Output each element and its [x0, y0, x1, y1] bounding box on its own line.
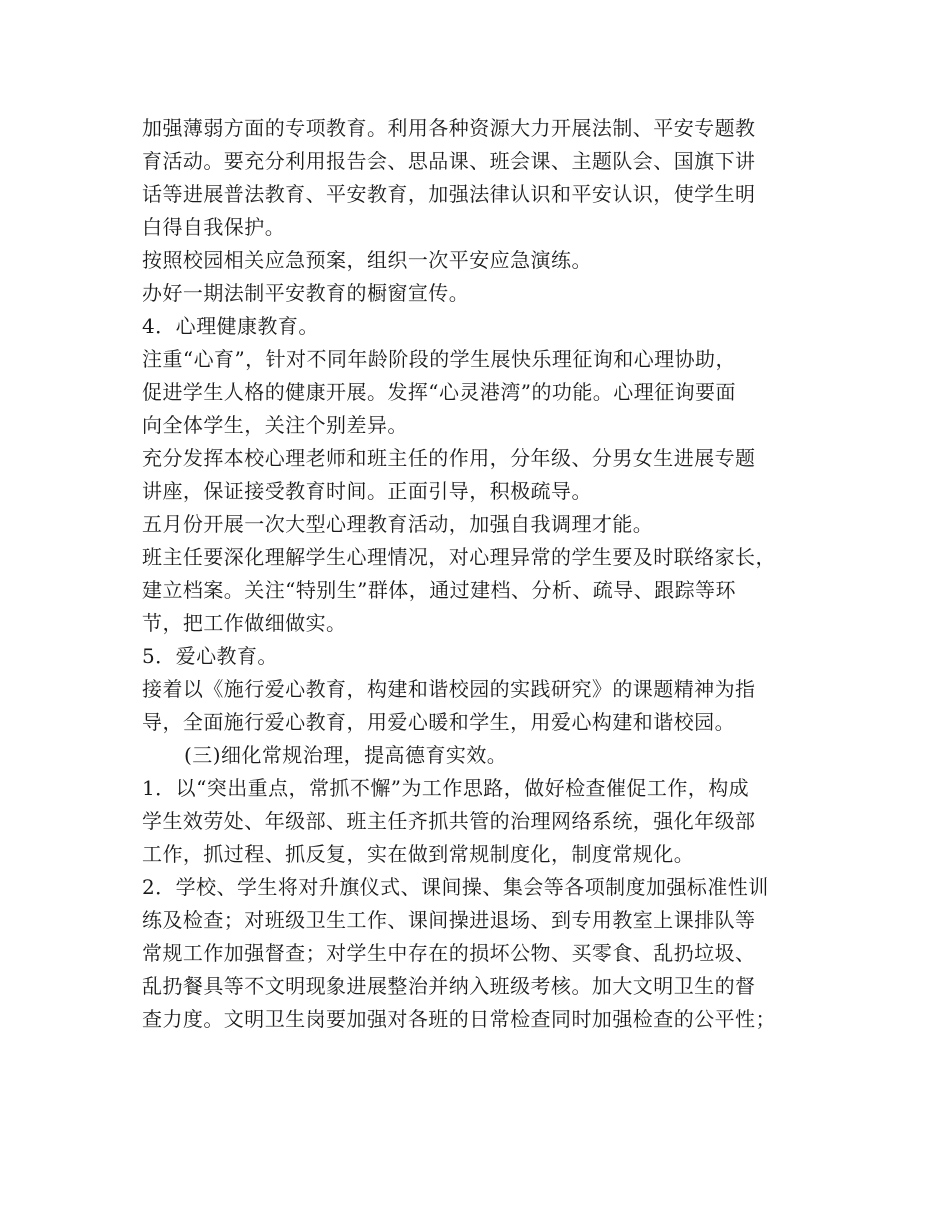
document-body — [142, 112, 832, 1036]
text-line: 五月份开展一次大型心理教育活动，加强自我调理才能。 — [142, 512, 654, 536]
text-line: 向全体学生，关注个别差异。 — [142, 413, 408, 437]
text-line: 1．以“突出重点，常抓不懈”为工作思路，做好检查催促工作，构成 — [142, 776, 750, 800]
text-line: 练及检查；对班级卫生工作、课间操进退场、到专用教室上课排队等 — [142, 908, 756, 932]
text-line: 学生效劳处、年级部、班主任齐抓共管的治理网络系统，强化年级部 — [142, 809, 756, 833]
text-line: 加强薄弱方面的专项教育。利用各种资源大力开展法制、平安专题教 — [142, 116, 756, 140]
section-heading: 5．爱心教育。 — [142, 644, 278, 668]
text-line: 查力度。文明卫生岗要加强对各班的日常检查同时加强检查的公平性； — [142, 1007, 776, 1031]
text-line: 按照校园相关应急预案，组织一次平安应急演练。 — [142, 248, 592, 272]
text-line: 乱扔餐具等不文明现象进展整治并纳入班级考核。加大文明卫生的督 — [142, 974, 756, 998]
text-line: 注重“心育”，针对不同年龄阶段的学生展快乐理征询和心理协助， — [142, 347, 736, 371]
text-line: 常规工作加强督查；对学生中存在的损坏公物、买零食、乱扔垃圾、 — [142, 941, 756, 965]
text-line: 话等进展普法教育、平安教育，加强法律认识和平安认识，使学生明 — [142, 182, 756, 206]
text-line: 讲座，保证接受教育时间。正面引导，积极疏导。 — [142, 479, 592, 503]
text-line: 建立档案。关注“特别生”群体，通过建档、分析、疏导、跟踪等环 — [142, 578, 736, 602]
text-line: 导，全面施行爱心教育，用爱心暖和学生，用爱心构建和谐校园。 — [142, 710, 736, 734]
text-line: 育活动。要充分利用报告会、思品课、班会课、主题队会、国旗下讲 — [142, 149, 756, 173]
text-line: 充分发挥本校心理老师和班主任的作用，分年级、分男女生进展专题 — [142, 446, 756, 470]
text-line: 促进学生人格的健康开展。发挥“心灵港湾”的功能。心理征询要面 — [142, 380, 736, 404]
text-line: 班主任要深化理解学生心理情况，对心理异常的学生要及时联络家长， — [142, 545, 776, 569]
text-line: 白得自我保护。 — [142, 215, 286, 239]
text-line: 接着以《施行爱心教育，构建和谐校园的实践研究》的课题精神为指 — [142, 677, 756, 701]
section-heading: 4．心理健康教育。 — [142, 314, 319, 338]
text-line: 节，把工作做细做实。 — [142, 611, 347, 635]
subsection-heading: (三)细化常规治理，提高德育实效。 — [184, 743, 508, 767]
text-line: 办好一期法制平安教育的橱窗宣传。 — [142, 281, 470, 305]
text-line: 工作，抓过程、抓反复，实在做到常规制度化，制度常规化。 — [142, 842, 695, 866]
text-line: 2．学校、学生将对升旗仪式、课间操、集会等各项制度加强标准性训 — [142, 875, 769, 899]
